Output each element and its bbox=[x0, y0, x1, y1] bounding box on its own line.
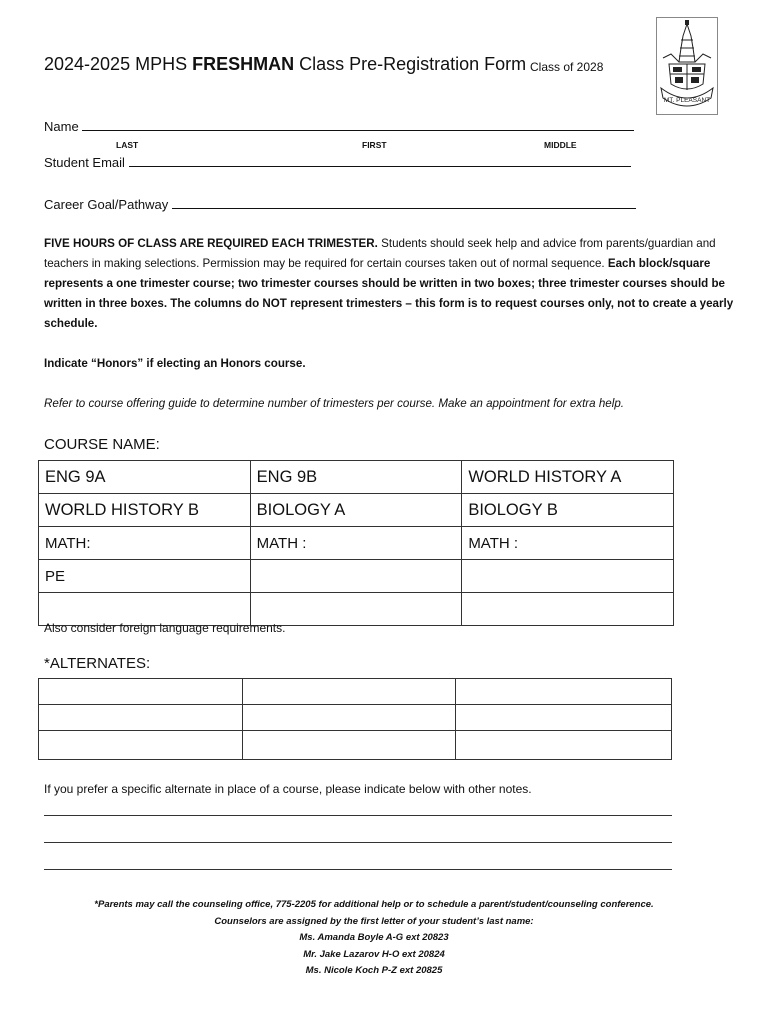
alternate-cell[interactable] bbox=[242, 705, 456, 731]
course-cell[interactable]: WORLD HISTORY B bbox=[39, 494, 251, 527]
course-cell[interactable] bbox=[250, 560, 462, 593]
counselor-lazarov: Mr. Jake Lazarov H-O ext 20824 bbox=[303, 948, 445, 960]
table-row bbox=[39, 705, 672, 731]
course-table bbox=[38, 460, 674, 626]
alternate-cell[interactable] bbox=[242, 679, 456, 705]
course-cell[interactable]: MATH : bbox=[462, 527, 674, 560]
name-field[interactable] bbox=[44, 118, 634, 134]
honors-text: Indicate “Honors” if electing an Honors course. bbox=[44, 357, 306, 370]
class-of-label: Class of 2028 bbox=[530, 60, 604, 74]
career-goal-label: Career Goal/Pathway bbox=[44, 197, 169, 212]
career-goal-field[interactable] bbox=[44, 196, 636, 212]
alternate-cell[interactable] bbox=[39, 731, 243, 760]
course-name-heading: COURSE NAME: bbox=[44, 436, 160, 453]
career-goal-underline[interactable] bbox=[172, 196, 636, 209]
honors-note bbox=[44, 354, 734, 374]
counseling-office-note: *Parents may call the counseling office, 775-2205 for additional help or to schedule a parent/student/counseling conference. bbox=[94, 899, 654, 910]
course-cell[interactable]: MATH : bbox=[250, 527, 462, 560]
course-cell[interactable]: MATH: bbox=[39, 527, 251, 560]
alternate-cell[interactable] bbox=[456, 705, 672, 731]
student-email-underline[interactable] bbox=[129, 154, 631, 167]
counselor-koch: Ms. Nicole Koch P-Z ext 20825 bbox=[305, 965, 443, 976]
required-hours-text: FIVE HOURS OF CLASS ARE REQUIRED EACH TRIMESTER. bbox=[44, 237, 378, 250]
counseling-footer bbox=[44, 897, 704, 980]
course-cell[interactable]: ENG 9B bbox=[250, 461, 462, 494]
alternate-cell[interactable] bbox=[242, 731, 456, 760]
alternates-heading: *ALTERNATES: bbox=[44, 655, 151, 672]
advice-text: Students should seek help and advice from parents/guardian and teachers in making selections. Permission may be required for certain courses taken out of normal sequence. bbox=[44, 237, 716, 270]
alternate-cell[interactable] bbox=[39, 679, 243, 705]
table-row bbox=[39, 679, 672, 705]
school-seal-logo bbox=[656, 17, 718, 115]
student-email-field[interactable] bbox=[44, 154, 631, 170]
notes-line-1[interactable] bbox=[44, 815, 672, 816]
course-cell[interactable] bbox=[462, 593, 674, 626]
course-cell[interactable]: WORLD HISTORY A bbox=[462, 461, 674, 494]
middle-sublabel: MIDDLE bbox=[544, 140, 577, 150]
refer-note: Refer to course offering guide to determine number of trimesters per course. Make an appointment for extra help. bbox=[44, 397, 624, 410]
student-email-label: Student Email bbox=[44, 155, 125, 170]
title-form-name: Class Pre-Registration Form bbox=[294, 54, 527, 74]
alternate-cell[interactable] bbox=[456, 679, 672, 705]
course-cell[interactable]: ENG 9A bbox=[39, 461, 251, 494]
table-row bbox=[39, 731, 672, 760]
foreign-language-note: Also consider foreign language requirements. bbox=[44, 621, 286, 635]
alternate-notes-instruction: If you prefer a specific alternate in place of a course, please indicate below with other notes. bbox=[44, 782, 532, 796]
table-row bbox=[39, 494, 674, 527]
table-row bbox=[39, 461, 674, 494]
table-row bbox=[39, 527, 674, 560]
title-grade: FRESHMAN bbox=[192, 54, 295, 74]
first-sublabel: FIRST bbox=[362, 140, 387, 150]
seal-banner-text: MT. PLEASANT bbox=[663, 97, 711, 104]
form-title bbox=[44, 54, 526, 75]
counselor-boyle: Ms. Amanda Boyle A-G ext 20823 bbox=[299, 932, 449, 943]
notes-line-3[interactable] bbox=[44, 869, 672, 870]
name-underline[interactable] bbox=[82, 118, 634, 131]
table-row bbox=[39, 560, 674, 593]
alternates-table bbox=[38, 678, 672, 760]
counselor-assignment-note: Counselors are assigned by the first letter of your student’s last name: bbox=[214, 915, 534, 927]
instructions-paragraph bbox=[44, 234, 734, 334]
course-cell[interactable]: PE bbox=[39, 560, 251, 593]
last-sublabel: LAST bbox=[116, 140, 139, 150]
course-cell[interactable]: BIOLOGY A bbox=[250, 494, 462, 527]
title-year-school: 2024-2025 MPHS bbox=[44, 54, 193, 74]
notes-line-2[interactable] bbox=[44, 842, 672, 843]
course-cell[interactable]: BIOLOGY B bbox=[462, 494, 674, 527]
alternate-cell[interactable] bbox=[39, 705, 243, 731]
block-rules-text: Each block/square represents a one trimester course; two trimester courses should be written in two boxes; three trimester courses should be written in three boxes. The columns do NOT represent trimesters – this form is to request courses only, not to create a yearly schedule. bbox=[44, 257, 734, 330]
alternate-cell[interactable] bbox=[456, 731, 672, 760]
course-cell[interactable] bbox=[462, 560, 674, 593]
name-label: Name bbox=[44, 119, 79, 134]
